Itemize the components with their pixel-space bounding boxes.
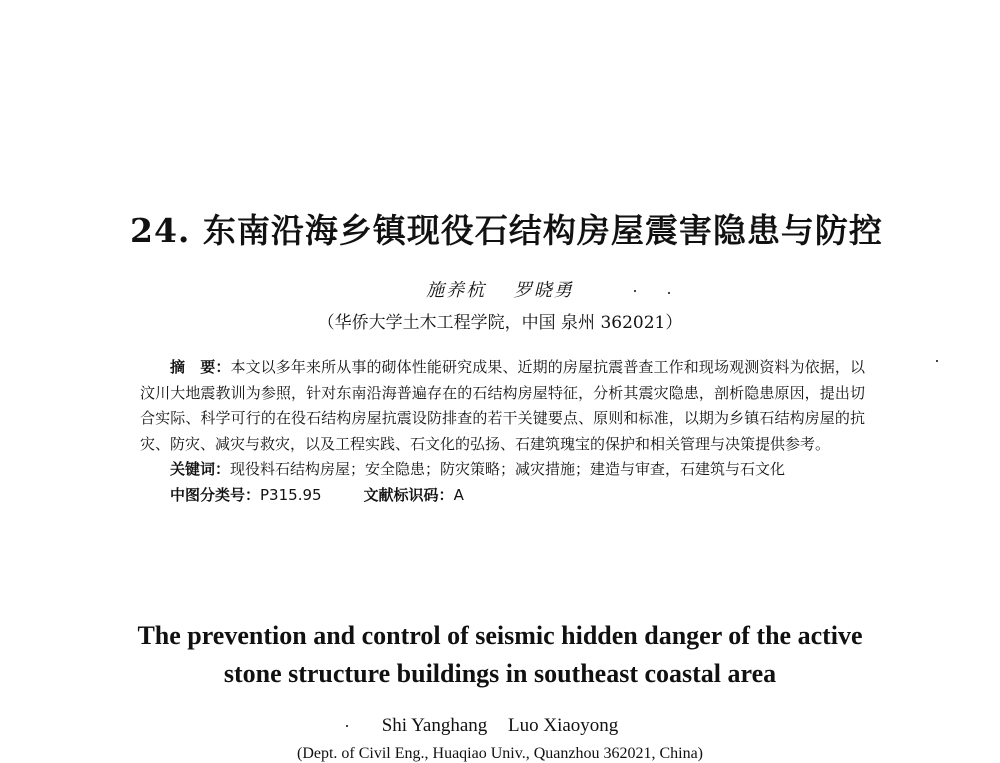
authors-en bbox=[0, 715, 1000, 737]
authors-cn bbox=[0, 276, 1000, 302]
author-cn-1: 施养杭 bbox=[426, 280, 487, 301]
clc-value: P315.95 bbox=[260, 485, 322, 504]
title-en-line-1: The prevention and control of seismic hidden danger of the active bbox=[137, 621, 863, 650]
abstract-text: 本文以多年来所从事的砌体性能研究成果、近期的房屋抗震普查工作和现场观测资料为依据，以汶川大地震教训为参照，针对东南沿海普遍存在的石结构房屋特征，分析其震灾隐患，剖析隐患原因，提出切合实际、科学可行的在役石结构房屋抗震设防排查的若干关键要点、原则和标准，以期为乡镇石结构房屋的抗灾、防灾、减灾与救灾，以及工程实践、石文化的弘扬、石建筑瑰宝的保护和相关管理与决策提供参考。 bbox=[140, 358, 865, 453]
classification-line bbox=[140, 483, 865, 509]
scan-speck bbox=[634, 290, 636, 292]
keywords-text: 现役料石结构房屋；安全隐患；防灾策略；减灾措施；建造与审查，石建筑与石文化 bbox=[230, 460, 786, 478]
clc-label: 中图分类号： bbox=[170, 485, 261, 504]
keywords-label: 关键词： bbox=[170, 460, 231, 478]
doc-code-value: A bbox=[453, 485, 464, 504]
author-cn-2: 罗晓勇 bbox=[513, 280, 574, 301]
scan-speck bbox=[668, 292, 670, 294]
author-en-2: Luo Xiaoyong bbox=[508, 715, 619, 736]
title-cn: 24. 东南沿海乡镇现役石结构房屋震害隐患与防控 bbox=[130, 211, 883, 250]
abstract-block bbox=[140, 355, 865, 508]
author-en-1: Shi Yanghang bbox=[381, 715, 488, 736]
title-en bbox=[0, 617, 1000, 693]
abstract-paragraph bbox=[140, 355, 865, 457]
affiliation-en: (Dept. of Civil Eng., Huaqiao Univ., Quanzhou 362021, China) bbox=[296, 745, 703, 762]
affiliation-cn: （华侨大学土木工程学院，中国 泉州 362021） bbox=[317, 313, 683, 333]
scan-speck bbox=[346, 725, 348, 727]
scan-speck bbox=[936, 360, 938, 362]
keywords-paragraph bbox=[140, 457, 865, 483]
abstract-label: 摘 要： bbox=[170, 358, 231, 376]
title-en-line-2: stone structure buildings in southeast coastal area bbox=[223, 659, 777, 688]
doc-code-label: 文献标识码： bbox=[363, 485, 454, 504]
